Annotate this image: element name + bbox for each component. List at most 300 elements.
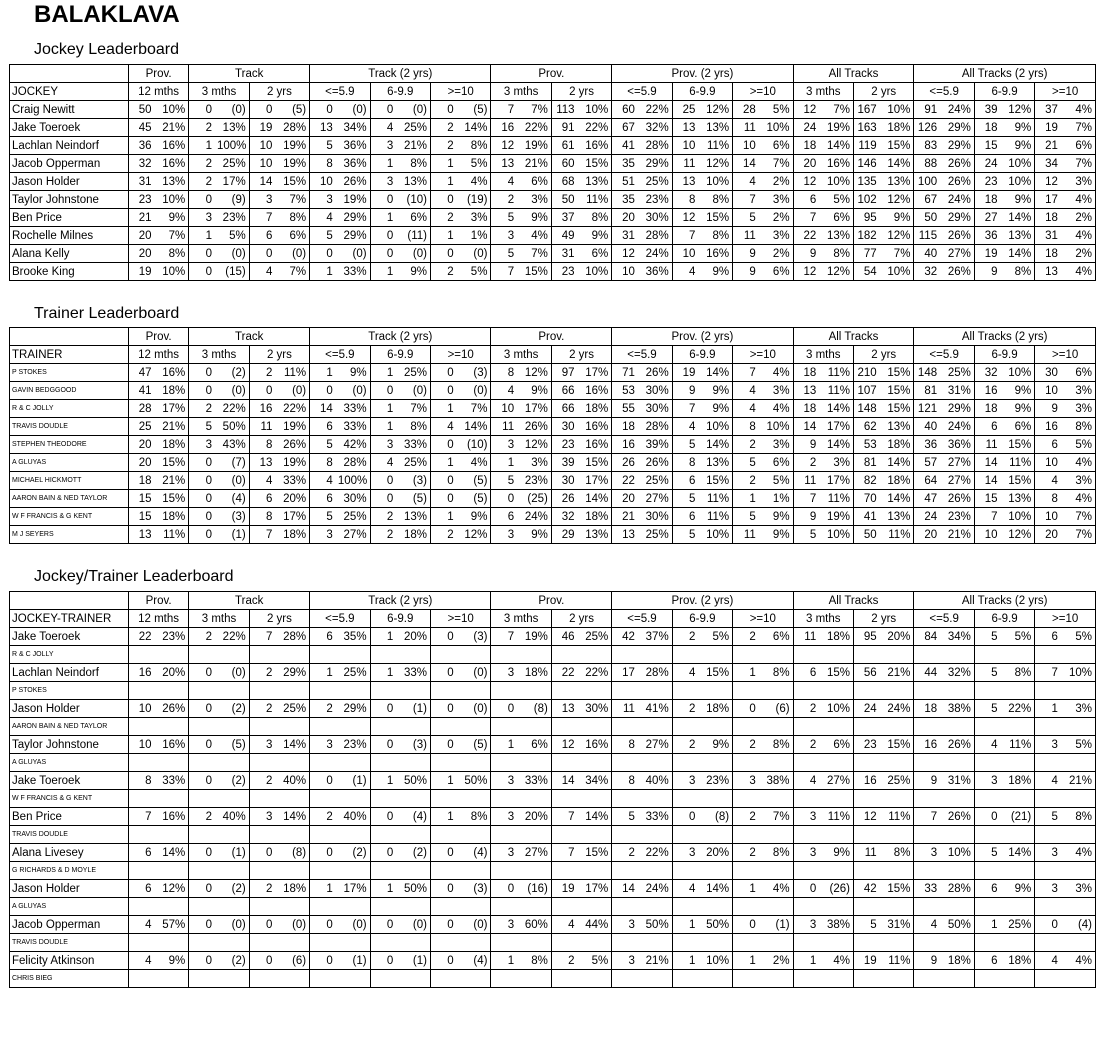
stat-count: 21 — [128, 209, 154, 227]
stat-pct: 13% — [880, 508, 914, 526]
stat-count: 22 — [612, 472, 638, 490]
stat-count: 1 — [672, 916, 698, 934]
stat-count — [551, 682, 577, 700]
stat-pct: 4% — [819, 952, 853, 970]
stat-count — [612, 898, 638, 916]
stat-count — [1035, 826, 1061, 844]
stat-pct: 6% — [578, 245, 612, 263]
stat-count — [733, 790, 759, 808]
stat-pct: 10% — [759, 119, 793, 137]
stat-pct — [1001, 754, 1035, 772]
stat-pct — [215, 934, 249, 952]
stat-pct: 14% — [819, 436, 853, 454]
stat-count: 10 — [310, 173, 336, 191]
stat-pct — [819, 970, 853, 988]
stat-count: 148 — [914, 364, 940, 382]
stat-count — [914, 898, 940, 916]
stat-pct: 23% — [698, 772, 732, 790]
stat-pct: 15% — [698, 664, 732, 682]
stat-count: 2 — [430, 526, 456, 544]
stat-count: 9 — [733, 245, 759, 263]
stat-count: 37 — [551, 209, 577, 227]
stat-pct: 11% — [880, 952, 914, 970]
stat-count — [430, 862, 456, 880]
stat-pct: 8% — [1061, 808, 1096, 826]
stat-pct: 6% — [759, 628, 793, 646]
stat-pct — [759, 682, 793, 700]
stat-pct: 6% — [1001, 418, 1035, 436]
stat-count: 12 — [551, 736, 577, 754]
stat-count: 3 — [491, 436, 517, 454]
stat-count: 3 — [1035, 844, 1061, 862]
stat-pct: 3% — [759, 382, 793, 400]
row-name: TRAVIS DOUDLE — [10, 826, 129, 844]
stat-count: 0 — [430, 880, 456, 898]
stat-pct: 6% — [759, 454, 793, 472]
stat-count — [733, 934, 759, 952]
stat-count: 2 — [189, 628, 215, 646]
stat-pct: 4% — [759, 880, 793, 898]
stat-count: 2 — [793, 700, 819, 718]
stat-pct — [880, 754, 914, 772]
stat-count — [853, 790, 879, 808]
stat-count — [974, 970, 1000, 988]
stat-pct — [1061, 934, 1096, 952]
stat-count: 8 — [249, 508, 275, 526]
trainer-subrow — [10, 418, 1096, 436]
stat-pct: 30% — [336, 490, 370, 508]
stat-count — [370, 970, 396, 988]
stat-pct: 21% — [155, 418, 189, 436]
stat-count — [793, 718, 819, 736]
stat-count — [793, 898, 819, 916]
stat-count: 4 — [370, 119, 396, 137]
sub-header: 3 mths — [189, 83, 249, 101]
venue-title: BALAKLAVA — [34, 1, 180, 28]
stat-pct — [578, 970, 612, 988]
stat-count: 64 — [914, 472, 940, 490]
stat-count — [733, 754, 759, 772]
stat-pct: 25% — [940, 364, 974, 382]
stat-pct: 9% — [517, 382, 551, 400]
stat-count — [128, 790, 154, 808]
stat-pct: 21% — [638, 952, 672, 970]
stat-pct — [155, 898, 189, 916]
stat-pct: 19% — [336, 191, 370, 209]
stat-count: 1 — [430, 173, 456, 191]
stat-count: 0 — [430, 628, 456, 646]
stat-count: 97 — [551, 364, 577, 382]
stat-pct: 13% — [578, 526, 612, 544]
stat-pct — [457, 826, 491, 844]
stat-pct: 3% — [1061, 472, 1096, 490]
stat-count: 10 — [128, 700, 154, 718]
row-name: P STOKES — [10, 682, 129, 700]
stat-pct: (4) — [457, 844, 491, 862]
stat-pct: 13% — [819, 227, 853, 245]
stat-pct: 12% — [1001, 526, 1035, 544]
stat-pct: 6% — [396, 209, 430, 227]
sub-header: >=10 — [733, 610, 793, 628]
stat-pct: 50% — [457, 772, 491, 790]
stat-pct: 10% — [1001, 173, 1035, 191]
row-name: Taylor Johnstone — [10, 191, 129, 209]
stat-pct: 18% — [275, 526, 309, 544]
stat-pct: 17% — [517, 400, 551, 418]
stat-count: 5 — [491, 472, 517, 490]
stat-count: 2 — [189, 155, 215, 173]
stat-pct: (1) — [215, 526, 249, 544]
stat-count: 5 — [793, 526, 819, 544]
stat-pct: (0) — [336, 382, 370, 400]
sub-header: <=5.9 — [914, 610, 974, 628]
stat-count: 20 — [914, 526, 940, 544]
stat-pct: (2) — [396, 844, 430, 862]
stat-count — [430, 682, 456, 700]
stat-count: 41 — [612, 137, 638, 155]
stat-pct: 24% — [880, 700, 914, 718]
stat-count: 31 — [1035, 227, 1061, 245]
stat-pct: 14% — [819, 137, 853, 155]
stat-pct: (2) — [336, 844, 370, 862]
stat-pct — [1061, 754, 1096, 772]
stat-count: 0 — [793, 880, 819, 898]
row-name: Rochelle Milnes — [10, 227, 129, 245]
trainer-subrow — [10, 898, 1096, 916]
stat-pct — [396, 790, 430, 808]
stat-count: 21 — [612, 508, 638, 526]
stat-count: 6 — [974, 880, 1000, 898]
stat-count: 0 — [189, 700, 215, 718]
row-name: Ben Price — [10, 209, 129, 227]
stat-count: 5 — [310, 508, 336, 526]
stat-count: 42 — [853, 880, 879, 898]
sub-header: >=10 — [430, 83, 490, 101]
stat-pct: 28% — [638, 137, 672, 155]
group-header: All Tracks — [793, 65, 914, 83]
stat-pct: 5% — [759, 472, 793, 490]
stat-count: 4 — [914, 916, 940, 934]
stat-count: 12 — [1035, 173, 1061, 191]
table-row — [10, 880, 1096, 898]
stat-count: 2 — [612, 844, 638, 862]
stat-count: 8 — [128, 772, 154, 790]
stat-count: 0 — [189, 736, 215, 754]
stat-pct — [638, 862, 672, 880]
row-name: R & C JOLLY — [10, 646, 129, 664]
stat-count: 32 — [914, 263, 940, 281]
stat-count: 0 — [430, 245, 456, 263]
stat-pct — [880, 682, 914, 700]
stat-pct: 20% — [396, 628, 430, 646]
stat-count: 0 — [974, 808, 1000, 826]
stat-count: 20 — [612, 209, 638, 227]
group-header: All Tracks (2 yrs) — [914, 328, 1096, 346]
stat-pct: 1% — [759, 490, 793, 508]
stat-pct — [1001, 718, 1035, 736]
row-name: M J SEYERS — [10, 526, 129, 544]
stat-count — [1035, 898, 1061, 916]
stat-pct: (5) — [275, 101, 309, 119]
stat-pct: (5) — [215, 736, 249, 754]
sub-header: >=10 — [430, 346, 490, 364]
stat-pct: 22% — [215, 628, 249, 646]
stat-pct: 10% — [1001, 155, 1035, 173]
stat-pct: (25) — [517, 490, 551, 508]
stat-pct: 15% — [275, 173, 309, 191]
stat-count: 7 — [733, 364, 759, 382]
stat-count — [551, 862, 577, 880]
table-row — [10, 245, 1096, 263]
stat-pct: 15% — [1001, 472, 1035, 490]
stat-count: 3 — [672, 772, 698, 790]
stat-count: 0 — [189, 364, 215, 382]
row-name: TRAVIS DOUDLE — [10, 934, 129, 952]
stat-count: 18 — [793, 137, 819, 155]
stat-count: 10 — [672, 245, 698, 263]
stat-count: 21 — [1035, 137, 1061, 155]
stat-pct: 8% — [578, 209, 612, 227]
stat-pct: (0) — [215, 245, 249, 263]
stat-count — [430, 718, 456, 736]
stat-pct: (0) — [396, 245, 430, 263]
stat-count: 1 — [430, 155, 456, 173]
stat-pct: (5) — [396, 490, 430, 508]
stat-pct: 10% — [578, 101, 612, 119]
stat-count: 53 — [612, 382, 638, 400]
stat-pct — [517, 718, 551, 736]
stat-count: 12 — [491, 137, 517, 155]
stat-pct: 14% — [578, 490, 612, 508]
stat-pct: 15% — [880, 382, 914, 400]
stat-pct: 17% — [819, 472, 853, 490]
stat-pct: 26% — [940, 736, 974, 754]
group-header-row — [10, 328, 1096, 346]
stat-pct — [819, 826, 853, 844]
stat-pct: 18% — [819, 628, 853, 646]
stat-count: 13 — [793, 382, 819, 400]
stat-pct: 100% — [215, 137, 249, 155]
stat-pct: 16% — [578, 736, 612, 754]
stat-count: 14 — [793, 418, 819, 436]
stat-count — [491, 646, 517, 664]
stat-count: 1 — [310, 664, 336, 682]
stat-pct — [880, 898, 914, 916]
stat-pct — [698, 862, 732, 880]
stat-count: 10 — [1035, 508, 1061, 526]
stat-count: 15 — [974, 490, 1000, 508]
stat-count: 0 — [370, 472, 396, 490]
stat-count: 3 — [491, 664, 517, 682]
stat-pct: 18% — [940, 952, 974, 970]
stat-pct: 28% — [638, 227, 672, 245]
stat-count — [1035, 754, 1061, 772]
stat-pct: 19% — [275, 418, 309, 436]
stat-count: 6 — [128, 844, 154, 862]
stat-count: 4 — [733, 173, 759, 191]
stat-count: 167 — [853, 101, 879, 119]
stat-pct: 25% — [275, 700, 309, 718]
stat-pct: 25% — [336, 664, 370, 682]
stat-count: 1 — [733, 880, 759, 898]
stat-count: 5 — [310, 137, 336, 155]
stat-count: 2 — [733, 436, 759, 454]
stat-count: 3 — [733, 772, 759, 790]
stat-count: 1 — [430, 454, 456, 472]
stat-count — [1035, 646, 1061, 664]
stat-pct: 50% — [215, 418, 249, 436]
stat-pct: 8% — [396, 155, 430, 173]
stat-count: 6 — [310, 628, 336, 646]
stat-pct: 4% — [457, 454, 491, 472]
table-row — [10, 155, 1096, 173]
stat-count: 1 — [370, 400, 396, 418]
stat-count: 81 — [914, 382, 940, 400]
stat-count — [310, 970, 336, 988]
stat-pct: 50% — [940, 916, 974, 934]
stat-count: 0 — [1035, 916, 1061, 934]
row-name: W F FRANCIS & G KENT — [10, 508, 129, 526]
stat-count: 2 — [189, 400, 215, 418]
table-row — [10, 844, 1096, 862]
stat-pct: 25% — [638, 173, 672, 191]
row-name: Craig Newitt — [10, 101, 129, 119]
stat-count — [1035, 790, 1061, 808]
stat-pct — [457, 790, 491, 808]
stat-count — [491, 754, 517, 772]
stat-pct: 8% — [275, 209, 309, 227]
stat-count: 77 — [853, 245, 879, 263]
stat-count — [853, 898, 879, 916]
stat-pct: 15% — [880, 736, 914, 754]
trainer-subrow — [10, 400, 1096, 418]
row-name: Alana Kelly — [10, 245, 129, 263]
trainer-subrow — [10, 472, 1096, 490]
stat-pct: 14% — [155, 844, 189, 862]
stat-pct: 7% — [759, 155, 793, 173]
stat-count — [310, 754, 336, 772]
stat-count: 0 — [249, 382, 275, 400]
stat-pct: 15% — [578, 454, 612, 472]
row-name: P STOKES — [10, 364, 129, 382]
row-name: Alana Livesey — [10, 844, 129, 862]
stat-count: 1 — [310, 364, 336, 382]
stat-pct: 16% — [819, 155, 853, 173]
stat-pct: 8% — [698, 191, 732, 209]
stat-pct: 17% — [578, 880, 612, 898]
stat-pct — [1061, 826, 1096, 844]
stat-pct: 6% — [759, 263, 793, 281]
stat-pct: 13% — [1001, 490, 1035, 508]
stat-count: 5 — [974, 844, 1000, 862]
stat-count: 10 — [491, 400, 517, 418]
sub-header: 3 mths — [189, 610, 249, 628]
stat-count: 14 — [551, 772, 577, 790]
group-header: Track — [189, 328, 310, 346]
stat-pct: 7% — [155, 227, 189, 245]
row-name: AARON BAIN & NED TAYLOR — [10, 718, 129, 736]
stat-pct: (0) — [457, 245, 491, 263]
stat-count: 148 — [853, 400, 879, 418]
stat-pct: 24% — [940, 418, 974, 436]
stat-count: 121 — [914, 400, 940, 418]
stat-count: 4 — [793, 772, 819, 790]
stat-pct: 9% — [698, 400, 732, 418]
table-row — [10, 209, 1096, 227]
stat-pct — [336, 754, 370, 772]
stat-count — [430, 826, 456, 844]
sub-header: 6-9.9 — [672, 346, 732, 364]
stat-count: 40 — [914, 245, 940, 263]
stat-pct: 22% — [578, 119, 612, 137]
stat-count — [612, 826, 638, 844]
stat-count — [853, 754, 879, 772]
stat-pct: 28% — [940, 880, 974, 898]
stat-count: 1 — [370, 772, 396, 790]
stat-pct: 7% — [275, 191, 309, 209]
stat-count: 2 — [733, 628, 759, 646]
stat-pct: 7% — [1061, 526, 1096, 544]
stat-count — [1035, 718, 1061, 736]
stat-pct: 24% — [940, 191, 974, 209]
stat-count — [793, 934, 819, 952]
stat-count: 5 — [733, 454, 759, 472]
stat-count: 10 — [128, 736, 154, 754]
stat-pct: 19% — [275, 155, 309, 173]
stat-pct — [940, 790, 974, 808]
stat-pct: 36% — [336, 155, 370, 173]
stat-count: 55 — [612, 400, 638, 418]
stat-pct — [155, 754, 189, 772]
stat-count: 50 — [551, 191, 577, 209]
stat-pct — [275, 790, 309, 808]
stat-pct: 27% — [336, 526, 370, 544]
stat-count: 71 — [612, 364, 638, 382]
stat-count: 0 — [310, 101, 336, 119]
stat-count: 6 — [672, 472, 698, 490]
stat-pct: 27% — [940, 472, 974, 490]
stat-pct: 29% — [336, 227, 370, 245]
stat-pct — [578, 862, 612, 880]
stat-count — [793, 826, 819, 844]
sub-header: 2 yrs — [551, 610, 611, 628]
sub-header: <=5.9 — [612, 83, 672, 101]
stat-pct — [698, 934, 732, 952]
stat-pct: (1) — [336, 952, 370, 970]
stat-count: 0 — [370, 191, 396, 209]
stat-count: 18 — [793, 364, 819, 382]
stat-count — [491, 898, 517, 916]
stat-pct: 33% — [396, 664, 430, 682]
stat-pct: 15% — [578, 155, 612, 173]
stat-pct: 38% — [940, 700, 974, 718]
stat-pct: 36% — [940, 436, 974, 454]
stat-count: 23 — [128, 191, 154, 209]
stat-count: 54 — [853, 263, 879, 281]
stat-pct — [457, 934, 491, 952]
stat-count: 0 — [189, 490, 215, 508]
stat-pct — [517, 970, 551, 988]
stat-pct: 26% — [275, 436, 309, 454]
stat-pct — [880, 790, 914, 808]
stat-count: 135 — [853, 173, 879, 191]
stat-pct — [759, 718, 793, 736]
stat-pct: 14% — [578, 808, 612, 826]
stat-count — [551, 718, 577, 736]
stat-count: 81 — [853, 454, 879, 472]
stat-pct — [1061, 970, 1096, 988]
stat-pct: 22% — [1001, 700, 1035, 718]
